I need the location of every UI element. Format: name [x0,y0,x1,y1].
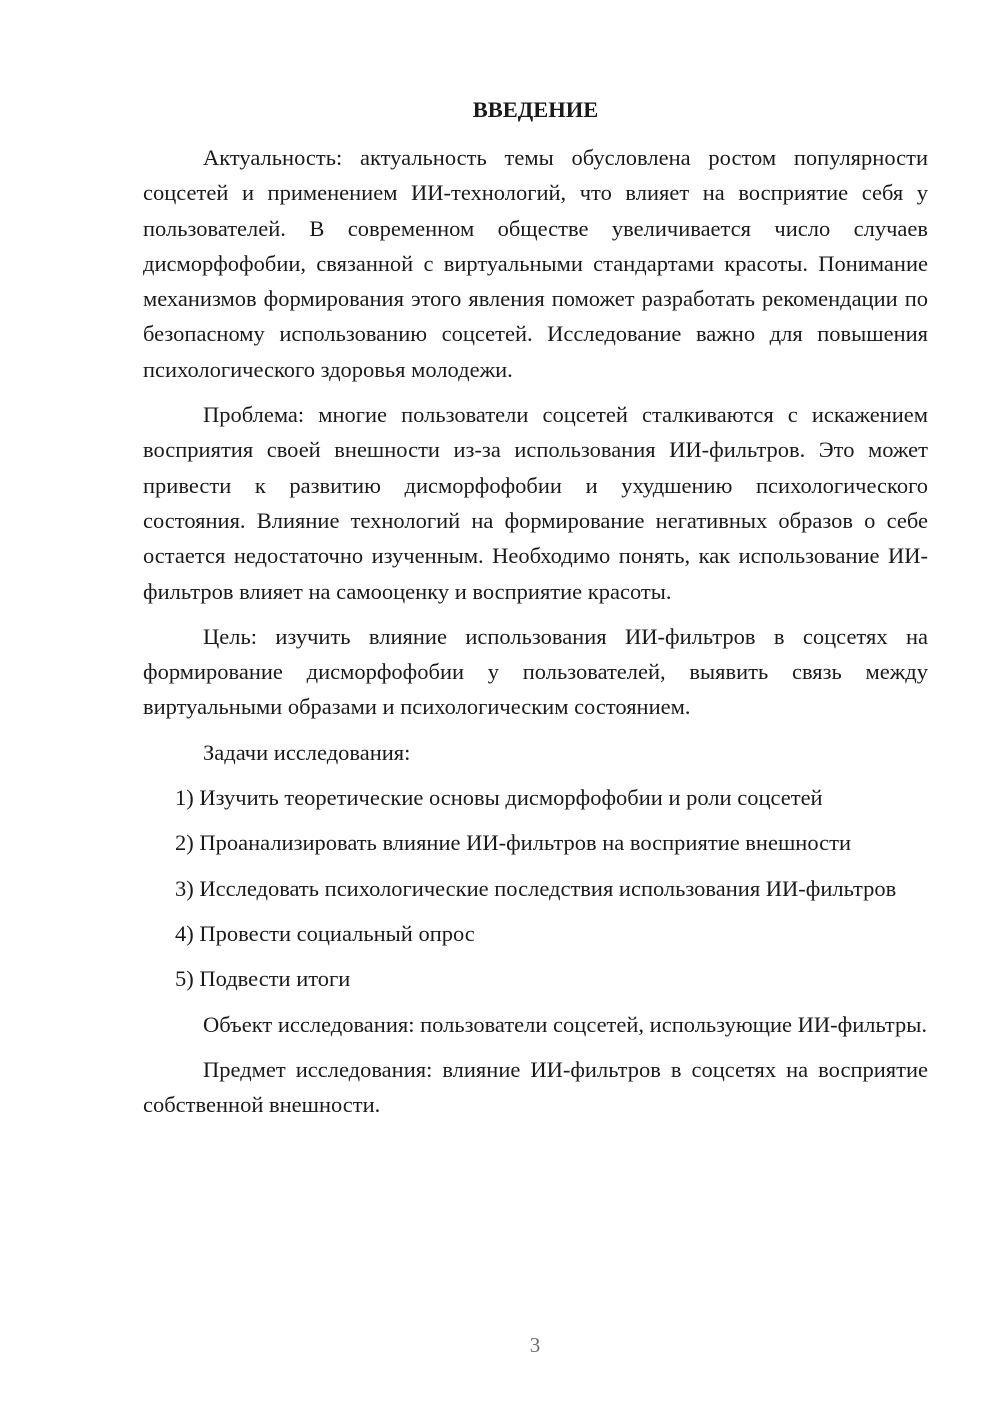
relevance-paragraph: Актуальность: актуальность темы обусловлена ростом популярности соцсетей и применением ИИ-технологий, что влияет на восприятие себя у пользователей. В современном обществе увеличивается число случаев дисморфофобии, связанной с виртуальными стандартами красоты. Понимание механизмов формирования этого явления поможет разработать рекомендации по безопасному использованию соцсетей. Исследование важно для повышения психологического здоровья молодежи. [143,145,928,382]
problem-paragraph: Проблема: многие пользователи соцсетей сталкиваются с искажением восприятия своей внешности из-за использования ИИ-фильтров. Это может привести к развитию дисморфофобии и ухудшению психологического состояния. Влияние технологий на формирование негативных образов о себе остается недостаточно изученным. Необходимо понять, как использование ИИ-фильтров влияет на самооценку и восприятие красоты. [143,402,928,604]
text-column [143,92,928,1132]
task-item-5: 5) Подвести итоги [175,966,351,992]
section-heading: ВВЕДЕНИЕ [472,97,599,122]
object-paragraph: Объект исследования: пользователи соцсетей, использующие ИИ-фильтры. [203,1011,927,1037]
subject-paragraph: Предмет исследования: влияние ИИ-фильтров в соцсетях на восприятие собственной внешности. [143,1056,928,1118]
page-number: 3 [529,1333,541,1357]
tasks-title: Задачи исследования: [203,739,411,765]
task-item-2: 2) Проанализировать влияние ИИ-фильтров на восприятие внешности [175,830,851,856]
task-item-1: 1) Изучить теоретические основы дисморфофобии и роли соцсетей [175,785,823,811]
task-item-4: 4) Провести социальный опрос [175,920,475,946]
task-item-3: 3) Исследовать психологические последствия использования ИИ-фильтров [175,875,897,901]
goal-paragraph: Цель: изучить влияние использования ИИ-фильтров в соцсетях на формирование дисморфофобии у пользователей, выявить связь между виртуальными образами и психологическим состоянием. [143,623,928,720]
